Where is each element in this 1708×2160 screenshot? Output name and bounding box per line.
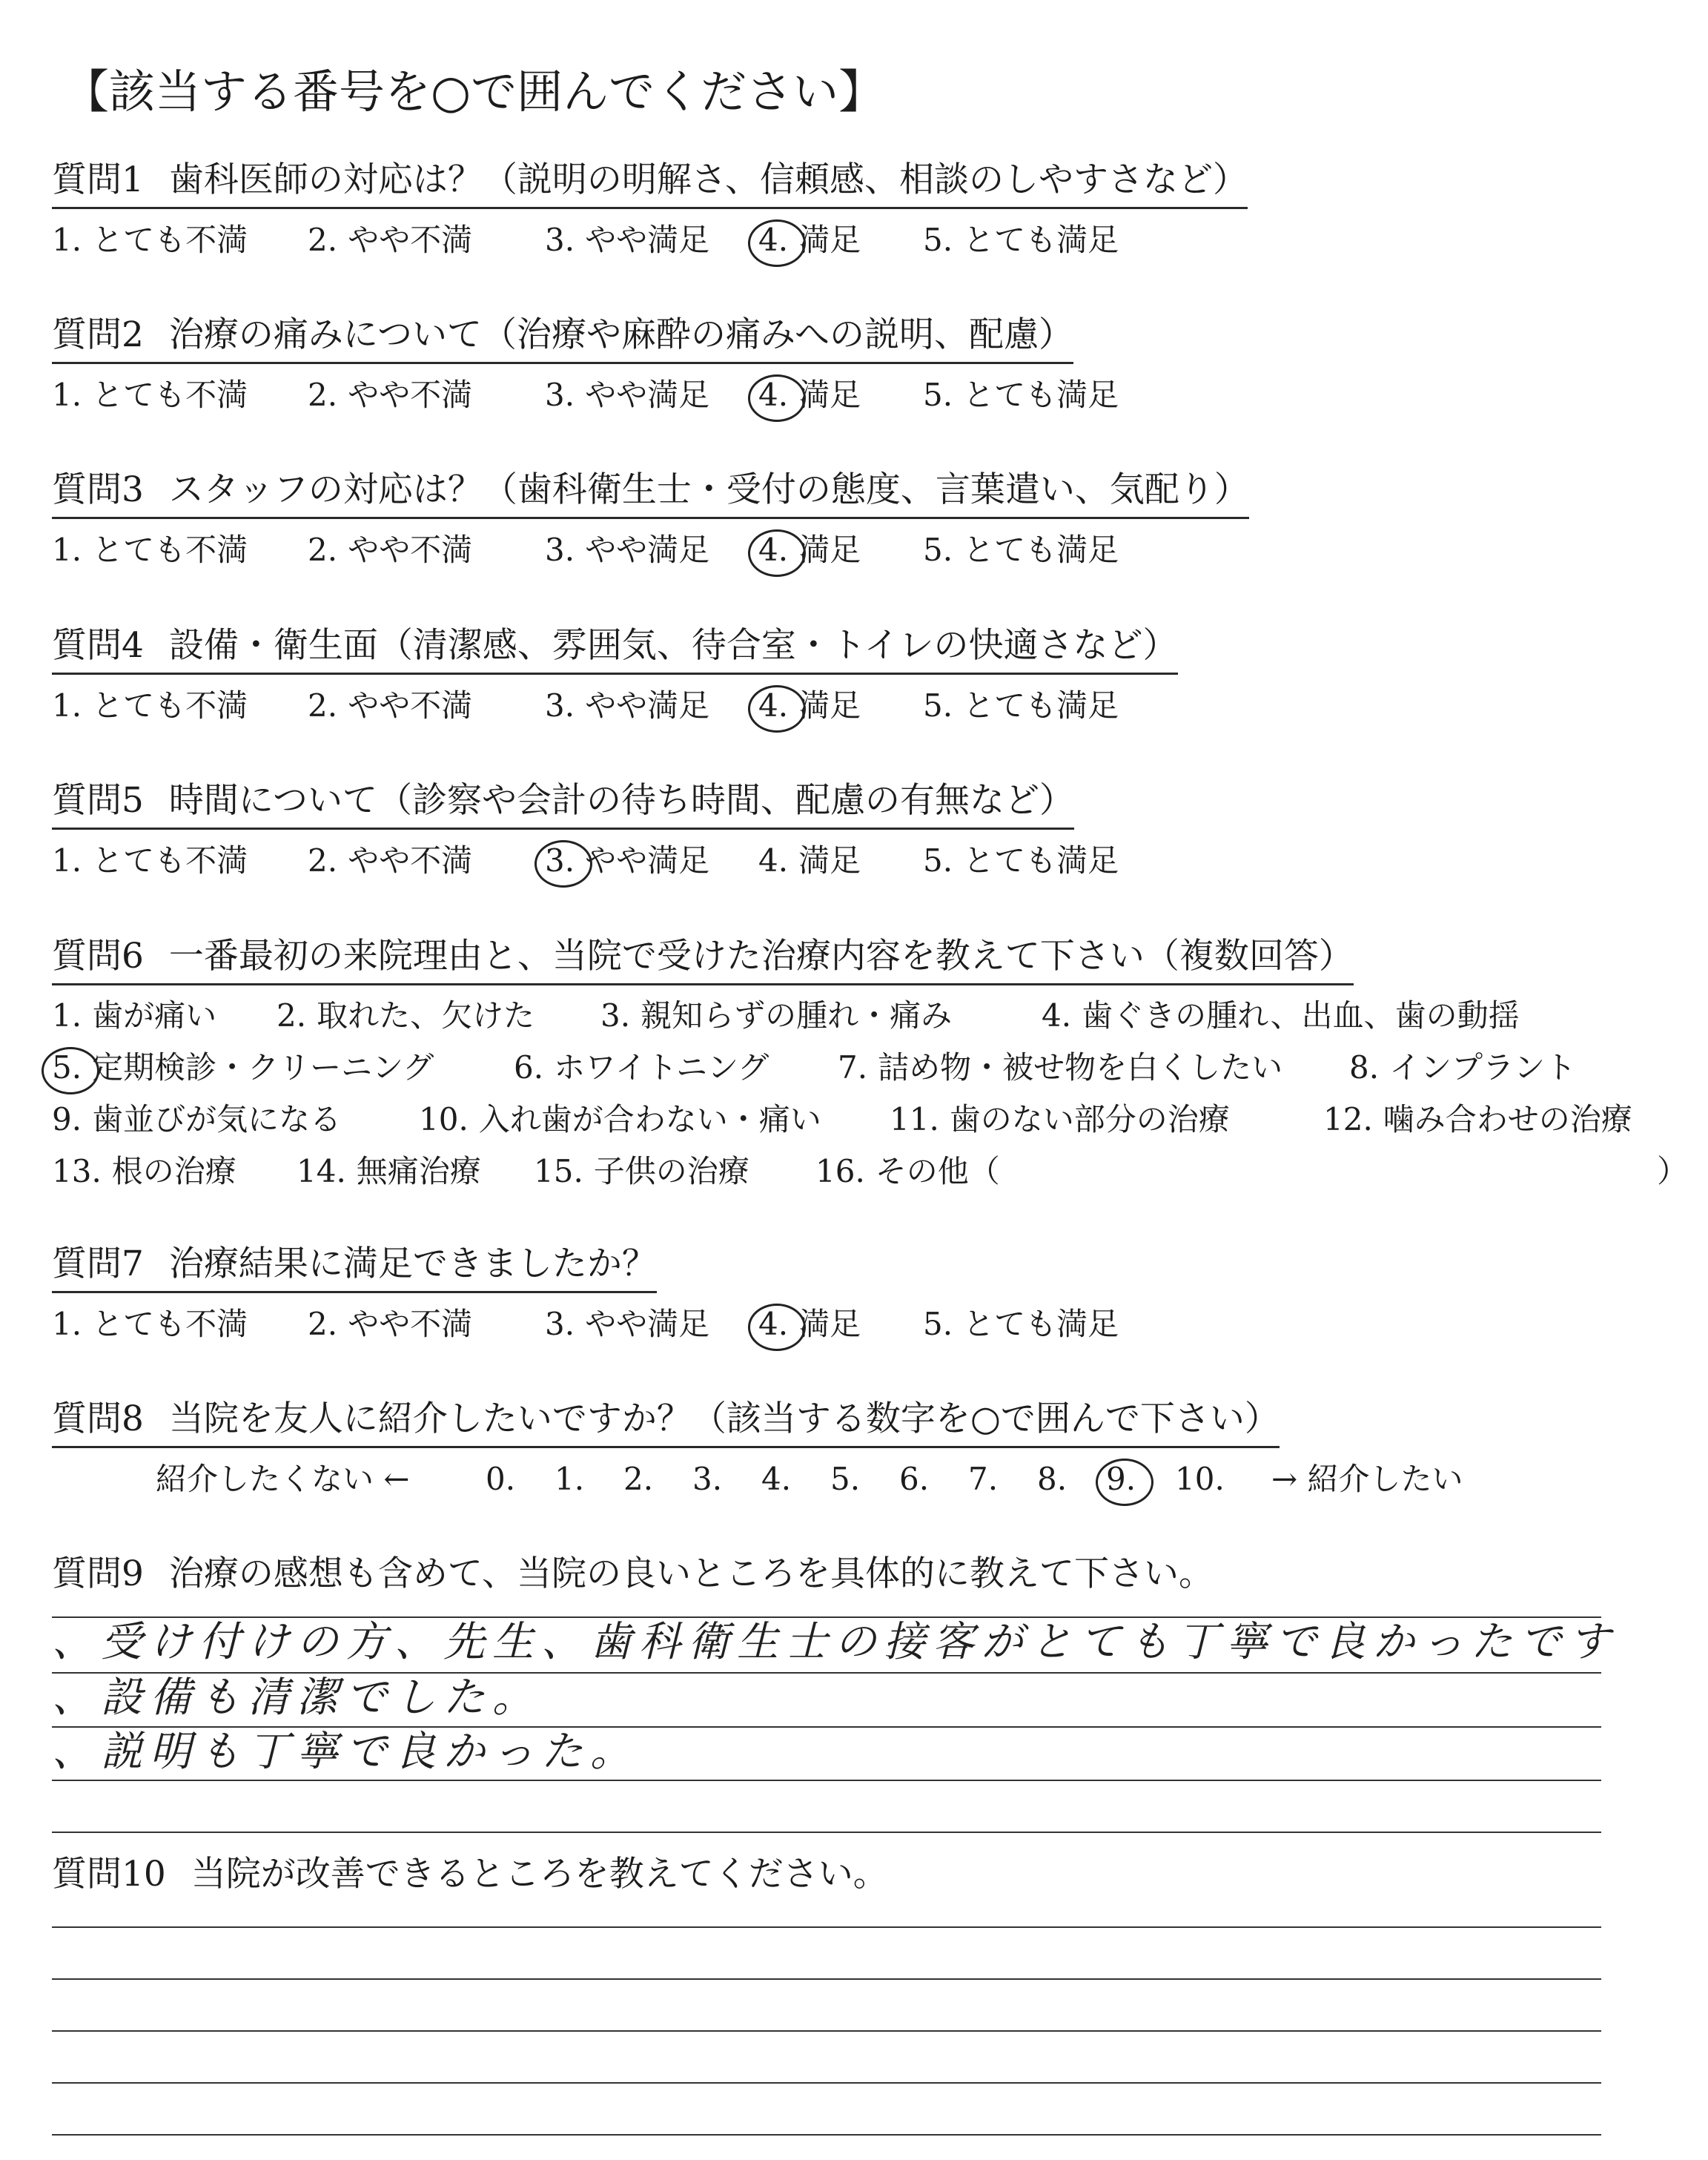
option-5[interactable] — [923, 528, 1119, 572]
question-8 — [52, 1398, 1280, 1448]
option-5[interactable] — [923, 373, 1119, 417]
option-number: 4. — [758, 684, 788, 728]
option-2[interactable] — [308, 373, 472, 417]
option-10[interactable] — [419, 1097, 821, 1142]
answer-line — [52, 1926, 1601, 1928]
question-6-options-row-4 — [52, 1149, 1689, 1194]
question-number: 質問6 — [52, 936, 144, 977]
option-label: やや不満 — [348, 842, 473, 879]
question-number: 質問10 — [52, 1854, 166, 1895]
option-label: やや不満 — [348, 222, 473, 258]
answer-line — [52, 2134, 1601, 2136]
option-2[interactable] — [308, 528, 472, 572]
option-number: 2. — [308, 222, 338, 258]
option-3[interactable] — [545, 528, 709, 572]
option-number: 15. — [534, 1153, 583, 1189]
option-label: 親知らずの腫れ・痛み — [640, 997, 953, 1034]
option-label: 歯ぐきの腫れ、出血、歯の動揺 — [1082, 997, 1520, 1034]
option-label: やや満足 — [585, 532, 710, 568]
option-label: 取れた、欠けた — [317, 997, 535, 1034]
question-number: 質問8 — [52, 1398, 144, 1439]
option-label: 歯並びが気になる — [92, 1101, 342, 1137]
option-number: 5. — [923, 842, 953, 879]
scale-number: 4. — [761, 1461, 792, 1497]
option-label: 歯のない部分の治療 — [949, 1101, 1230, 1137]
option-label: 歯が痛い — [92, 997, 217, 1034]
option-number: 4. — [758, 528, 788, 572]
option-label: とても不満 — [92, 532, 248, 568]
option-4[interactable] — [758, 218, 861, 262]
question-6-options-row-1 — [52, 994, 1683, 1038]
option-label: とても満足 — [963, 687, 1119, 724]
option-label: とても不満 — [92, 1306, 248, 1342]
option-number: 14. — [297, 1153, 346, 1189]
option-5[interactable] — [923, 218, 1119, 262]
option-label: その他（ — [875, 1153, 1000, 1189]
scale-number: 2. — [623, 1461, 654, 1497]
option-number: 2. — [308, 687, 338, 724]
option-number: 4. — [758, 218, 788, 262]
option-label: やや満足 — [585, 222, 710, 258]
option-number: 1. — [52, 842, 82, 879]
option-number: 10. — [419, 1101, 469, 1137]
scale-number: 1. — [555, 1461, 585, 1497]
option-number: 2. — [308, 842, 338, 879]
question-text: 治療結果に満足できましたか？ — [168, 1244, 657, 1284]
option-number: 3. — [545, 1306, 575, 1342]
option-number: 3. — [600, 997, 631, 1034]
question-9 — [52, 1553, 1214, 1601]
option-number: 2. — [308, 377, 338, 413]
option-label: やや不満 — [348, 1306, 473, 1342]
option-number: 13. — [52, 1153, 102, 1189]
option-5[interactable] — [923, 684, 1119, 728]
option-number: 3. — [545, 839, 575, 883]
option-number: 16. — [815, 1153, 865, 1189]
question-6-options-row-2 — [52, 1046, 1683, 1090]
option-number: 5. — [923, 222, 953, 258]
question-text: スタッフの対応は？（歯科衛生士・受付の態度、言葉遣い、気配り） — [168, 469, 1249, 510]
option-number: 3. — [545, 532, 575, 568]
option-3[interactable] — [545, 684, 709, 728]
question-5 — [52, 780, 1074, 830]
option-number: 1. — [52, 1306, 82, 1342]
option-number: 9. — [52, 1101, 82, 1137]
option-label: 満足 — [798, 842, 861, 879]
option-14[interactable] — [297, 1149, 481, 1194]
question-1 — [52, 159, 1248, 209]
option-number: 1. — [52, 377, 82, 413]
option-label: 満足 — [798, 532, 861, 568]
option-number: 1. — [52, 222, 82, 258]
option-number: 5. — [923, 1306, 953, 1342]
option-label: 定期検診・クリーニング — [92, 1049, 434, 1086]
option-3[interactable] — [545, 218, 709, 262]
option-4[interactable] — [1042, 994, 1520, 1038]
option-7[interactable] — [838, 1046, 1282, 1090]
option-number: 2. — [277, 997, 307, 1034]
option-2[interactable] — [308, 839, 472, 883]
question-number: 質問3 — [52, 469, 144, 510]
question-text: 当院が改善できるところを教えてください。 — [191, 1854, 888, 1895]
option-number: 6. — [514, 1049, 544, 1086]
question-number: 質問1 — [52, 159, 144, 200]
question-number: 質問7 — [52, 1244, 144, 1284]
option-number: 7. — [838, 1049, 868, 1086]
option-number: 5. — [52, 1046, 82, 1090]
option-4[interactable] — [758, 839, 861, 883]
option-number: 1. — [52, 532, 82, 568]
option-16[interactable] — [815, 1149, 1000, 1194]
question-number: 質問9 — [52, 1553, 144, 1594]
scale-left-label: 紹介したくない ← — [156, 1461, 410, 1497]
scale-number: 7. — [968, 1461, 999, 1497]
handwritten-answer: 、受け付けの方、先生、歯科衛生士の接客がとても丁寧で良かったです — [52, 1618, 1618, 1666]
option-label: とても不満 — [92, 222, 248, 258]
question-text: 治療の感想も含めて、当院の良いところを具体的に教えて下さい。 — [168, 1553, 1214, 1594]
option-number: 4. — [1042, 997, 1072, 1034]
scale-number: 6. — [899, 1461, 930, 1497]
option-12[interactable] — [1323, 1097, 1632, 1142]
option-1[interactable] — [52, 218, 248, 262]
answer-line — [52, 1780, 1601, 1781]
option-label: 満足 — [798, 687, 861, 724]
scale-right-label: → 紹介したい — [1271, 1461, 1463, 1497]
option-number: 5. — [923, 687, 953, 724]
option-4[interactable] — [758, 1302, 861, 1347]
option-label: ホワイトニング — [554, 1049, 769, 1086]
option-label: やや不満 — [348, 532, 473, 568]
question-6-options-row-3 — [52, 1097, 1683, 1142]
option-label: やや不満 — [348, 377, 473, 413]
option-1[interactable] — [52, 839, 248, 883]
option-4[interactable] — [758, 528, 861, 572]
question-3-options — [52, 528, 1683, 572]
option-number: 11. — [890, 1101, 939, 1137]
answer-line — [52, 1978, 1601, 1980]
option-label: とても満足 — [963, 842, 1119, 879]
question-2 — [52, 314, 1073, 364]
question-3 — [52, 469, 1249, 519]
option-label: 入れ歯が合わない・痛い — [478, 1101, 821, 1137]
scale-number: 10. — [1175, 1461, 1225, 1497]
option-6[interactable] — [514, 1046, 769, 1090]
option-label: 詰め物・被せ物を白くしたい — [878, 1049, 1283, 1086]
question-5-options — [52, 839, 1683, 883]
option-number: 5. — [923, 532, 953, 568]
option-number: 8. — [1349, 1049, 1380, 1086]
option-5[interactable] — [52, 1046, 434, 1090]
option-number: 12. — [1323, 1101, 1373, 1137]
question-2-options — [52, 373, 1683, 417]
question-text: 時間について（診察や会計の待ち時間、配慮の有無など） — [168, 780, 1074, 821]
option-1[interactable] — [52, 684, 248, 728]
option-8[interactable] — [1349, 1046, 1576, 1090]
option-number: 3. — [545, 377, 575, 413]
option-label: 噛み合わせの治療 — [1383, 1101, 1632, 1137]
option-2[interactable] — [277, 994, 534, 1038]
option-number: 1. — [52, 997, 82, 1034]
option-number: 4. — [758, 842, 789, 879]
option-number: 1. — [52, 687, 82, 724]
handwritten-answer: 、説明も丁寧で良かった。 — [52, 1728, 639, 1776]
option-label: 根の治療 — [111, 1153, 236, 1189]
answer-line — [52, 2030, 1601, 2032]
option-1[interactable] — [52, 1302, 248, 1347]
option-label: インプラント — [1389, 1049, 1577, 1086]
option-number: 2. — [308, 1306, 338, 1342]
scale-number: 0. — [486, 1461, 516, 1497]
option-label: 満足 — [798, 222, 861, 258]
question-8-scale — [52, 1457, 1683, 1502]
option-label: とても満足 — [963, 377, 1119, 413]
option-15[interactable] — [534, 1149, 749, 1194]
scale-number: 9. — [1106, 1457, 1136, 1502]
scale-number: 3. — [692, 1461, 723, 1497]
option-1[interactable] — [52, 373, 248, 417]
question-7 — [52, 1244, 657, 1293]
answer-line — [52, 2082, 1601, 2084]
question-number: 質問4 — [52, 625, 144, 666]
option-4[interactable] — [758, 684, 861, 728]
question-number: 質問5 — [52, 780, 144, 821]
question-10 — [52, 1854, 888, 1901]
option-3[interactable] — [545, 373, 709, 417]
option-2[interactable] — [308, 1302, 472, 1347]
question-1-options — [52, 218, 1683, 262]
option-5[interactable] — [923, 839, 1119, 883]
question-text: 当院を友人に紹介したいですか？（該当する数字を○で囲んで下さい） — [168, 1398, 1280, 1439]
option-label: 満足 — [798, 1306, 861, 1342]
option-label: とても不満 — [92, 842, 248, 879]
question-6 — [52, 936, 1354, 985]
option-1[interactable] — [52, 528, 248, 572]
option-2[interactable] — [308, 684, 472, 728]
option-number: 4. — [758, 1302, 788, 1347]
option-2[interactable] — [308, 218, 472, 262]
handwritten-answer: 、設備も清潔でした。 — [52, 1674, 541, 1722]
option-9[interactable] — [52, 1097, 341, 1142]
option-number: 3. — [545, 687, 575, 724]
option-label: とても不満 — [92, 377, 248, 413]
option-label: とても満足 — [963, 532, 1119, 568]
scale-number: 5. — [830, 1461, 861, 1497]
option-number: 3. — [545, 222, 575, 258]
option-1[interactable] — [52, 994, 216, 1038]
other-close-paren: ） — [1657, 1153, 1689, 1189]
option-label: 無痛治療 — [356, 1153, 481, 1189]
option-label: とても満足 — [963, 1306, 1119, 1342]
question-text: 一番最初の来院理由と、当院で受けた治療内容を教えて下さい（複数回答） — [168, 936, 1354, 977]
option-13[interactable] — [52, 1149, 236, 1194]
option-label: とても満足 — [963, 222, 1119, 258]
option-label: 子供の治療 — [593, 1153, 749, 1189]
question-7-options — [52, 1302, 1683, 1347]
option-label: やや満足 — [585, 1306, 710, 1342]
answer-line — [52, 1832, 1601, 1833]
option-label: とても不満 — [92, 687, 248, 724]
option-label: やや満足 — [585, 687, 710, 724]
option-3[interactable] — [545, 1302, 709, 1347]
option-label: やや満足 — [585, 842, 710, 879]
question-number: 質問2 — [52, 314, 144, 355]
option-3[interactable] — [545, 839, 709, 883]
option-label: やや満足 — [585, 377, 710, 413]
option-11[interactable] — [890, 1097, 1230, 1142]
option-label: 満足 — [798, 377, 861, 413]
question-4 — [52, 625, 1178, 675]
option-4[interactable] — [758, 373, 861, 417]
option-5[interactable] — [923, 1302, 1119, 1347]
option-label: やや不満 — [348, 687, 473, 724]
question-text: 治療の痛みについて（治療や麻酔の痛みへの説明、配慮） — [168, 314, 1074, 355]
page-title: 【該当する番号を○で囲んでください】 — [63, 65, 885, 119]
option-number: 2. — [308, 532, 338, 568]
scale-number: 8. — [1037, 1461, 1068, 1497]
question-4-options — [52, 684, 1683, 728]
question-text: 設備・衛生面（清潔感、雰囲気、待合室・トイレの快適さなど） — [168, 625, 1178, 666]
option-3[interactable] — [600, 994, 952, 1038]
option-number: 4. — [758, 373, 788, 417]
option-number: 5. — [923, 377, 953, 413]
question-text: 歯科医師の対応は？（説明の明解さ、信頼感、相談のしやすさなど） — [168, 159, 1248, 200]
